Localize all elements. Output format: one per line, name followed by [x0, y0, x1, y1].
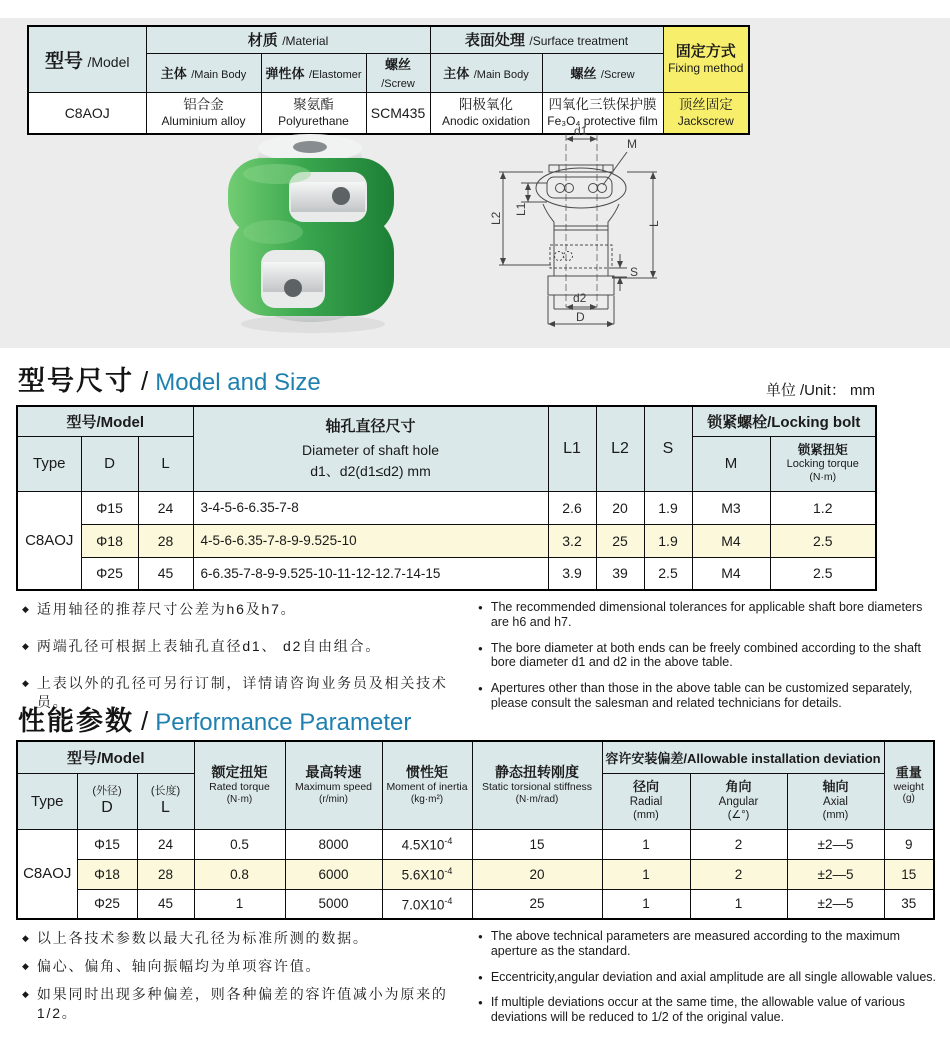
material-header-zh: 材质	[247, 32, 278, 50]
inertia-base: 4.5X10	[401, 837, 445, 853]
section1-title-en: Model and Size	[155, 369, 321, 396]
surface-main-zh: 主体	[443, 65, 470, 81]
radial-unit: (mm)	[633, 809, 659, 822]
perf-inertia-value	[382, 889, 472, 919]
perf-speed-value: 6000	[285, 859, 382, 889]
rated-torque-en: Rated torque	[209, 781, 270, 794]
surface-screw-en: /Screw	[600, 68, 635, 81]
torque-header-en: Locking torque	[786, 458, 859, 471]
section1-title-slash: /	[141, 366, 149, 396]
size-s-value: 1.9	[644, 524, 692, 557]
inertia-base: 7.0X10	[401, 897, 445, 912]
diamond-bullet-icon: ◆	[22, 604, 29, 614]
l-letter: L	[161, 798, 170, 816]
perf-angular-header	[690, 773, 787, 829]
max-speed-unit: (r/min)	[319, 794, 348, 806]
perf-torque-value: 1	[194, 889, 285, 919]
perf-type-header: Type	[17, 773, 77, 829]
perf-torque-value: 0.8	[194, 859, 285, 889]
elastomer-value-zh: 聚氨酯	[293, 97, 334, 113]
l-note: (长度)	[150, 784, 181, 797]
size-l-value: 28	[138, 524, 193, 557]
size-l2-value: 20	[596, 491, 644, 524]
dim-label-d2: d2	[573, 291, 587, 305]
unit-label: 单位 /Unit： mm	[765, 382, 875, 399]
dim-label-d1: d1	[574, 126, 588, 138]
size-holes-value: 3-4-5-6-6.35-7-8	[193, 491, 548, 524]
size-type-header: Type	[17, 436, 81, 491]
note-text: 偏心、偏角、轴向振幅均为单项容许值。	[36, 958, 322, 975]
note-item	[22, 600, 472, 618]
inertia-exponent: -4	[444, 865, 453, 876]
inertia-exponent: -4	[444, 835, 453, 846]
size-m-value: M4	[692, 524, 770, 557]
dot-bullet-icon: ●	[478, 643, 483, 653]
weight-unit: (g)	[902, 793, 915, 805]
axial-unit: (mm)	[822, 809, 849, 822]
shaft-header-en2: d1、d2(d1≤d2) mm	[310, 462, 431, 479]
perf-axial-header	[787, 773, 884, 829]
surface-screw-value-zh: 四氧化三铁保护膜	[548, 97, 657, 113]
size-notes-en	[478, 600, 936, 722]
radial-en: Radial	[629, 796, 663, 809]
dim-label-l: L	[647, 220, 661, 227]
perf-model-header: 型号/Model	[17, 741, 194, 773]
surface-main-en: /Main Body	[473, 68, 529, 81]
dot-bullet-icon: ●	[478, 603, 483, 612]
torque-header-zh: 锁紧扭矩	[797, 442, 848, 457]
size-m-value: M3	[692, 491, 770, 524]
elastomer-header-cell	[261, 53, 366, 92]
perf-rated-torque-header	[194, 741, 285, 829]
perf-stiffness-value: 15	[472, 829, 602, 859]
size-s-value: 1.9	[644, 491, 692, 524]
perf-l-header	[137, 773, 194, 829]
main-body-zh: 主体	[160, 65, 187, 81]
surface-screw-header-cell	[542, 53, 663, 92]
inertia-unit: (kg·m²)	[410, 794, 444, 806]
d-letter: D	[101, 798, 113, 816]
screw-value: SCM435	[366, 92, 430, 134]
surface-screw-zh: 螺丝	[570, 65, 597, 81]
section-title-model-size	[18, 359, 321, 398]
note-text: 以上各技术参数以最大孔径为标准所测的数据。	[36, 930, 369, 946]
material-header-cell	[146, 26, 430, 53]
surface-header-cell	[430, 26, 663, 53]
note-text: If multiple deviations occur at the same time, the allowable value of various deviations will be reduced to 1/2 of the original value.	[490, 995, 905, 1024]
perf-speed-value: 8000	[285, 829, 382, 859]
note-item	[22, 985, 472, 1021]
perf-radial-value: 1	[602, 889, 690, 919]
surface-main-value-en: Anodic oxidation	[441, 113, 531, 128]
size-d-value: Φ18	[81, 524, 138, 557]
note-text: Eccentricity,angular deviation and axial amplitude are all single allowable values.	[490, 969, 937, 984]
diamond-bullet-icon: ◆	[22, 678, 29, 689]
fixing-method-header-cell	[663, 26, 749, 92]
size-d-value: Φ25	[81, 557, 138, 590]
torque-header-unit: (N·m)	[809, 471, 837, 484]
angular-unit: (∠°)	[727, 809, 750, 822]
screw-header-cell	[366, 53, 430, 92]
perf-deviation-header: 容许安装偏差/Allowable installation deviation	[602, 741, 884, 773]
axial-en: Axial	[823, 796, 848, 809]
perf-axial-value: ±2—5	[787, 859, 884, 889]
note-text: 两端孔径可根据上表轴孔直径d1、 d2自由组合。	[36, 638, 382, 655]
perf-speed-value: 5000	[285, 889, 382, 919]
dimension-drawing	[455, 126, 720, 348]
screw-zh: 螺丝	[384, 56, 411, 72]
perf-d-value: Φ18	[77, 859, 137, 889]
perf-weight-value: 35	[884, 889, 934, 919]
size-shaft-header	[193, 406, 548, 491]
model-header-cell	[28, 26, 146, 92]
perf-angular-value: 1	[690, 889, 787, 919]
dot-bullet-icon: ●	[478, 932, 483, 941]
size-l2-value: 39	[596, 557, 644, 590]
note-item	[478, 681, 936, 711]
size-l2-value: 25	[596, 524, 644, 557]
max-speed-zh: 最高转速	[305, 764, 362, 781]
inertia-exponent: -4	[444, 895, 453, 906]
note-item	[22, 637, 472, 655]
max-speed-en: Maximum speed	[294, 781, 373, 794]
size-torque-header	[770, 436, 876, 491]
size-d-header: D	[81, 436, 138, 491]
perf-d-value: Φ15	[77, 829, 137, 859]
size-torque-value: 1.2	[770, 491, 876, 524]
elastomer-en: /Elastomer	[308, 68, 362, 81]
perf-angular-value: 2	[690, 859, 787, 889]
stiffness-en: Static torsional stiffness	[481, 781, 593, 794]
main-body-value-en: Aluminium alloy	[161, 113, 246, 128]
diamond-bullet-icon: ◆	[22, 933, 29, 943]
surface-main-header-cell	[430, 53, 542, 92]
perf-torque-value: 0.5	[194, 829, 285, 859]
note-item	[478, 970, 936, 985]
size-l-header: L	[138, 436, 193, 491]
size-m-header: M	[692, 436, 770, 491]
shaft-header-en1: Diameter of shaft hole	[302, 441, 439, 458]
size-l1-value: 2.6	[548, 491, 596, 524]
fixing-header-en: Fixing method	[668, 61, 744, 76]
model-header-zh: 型号	[45, 50, 84, 72]
size-l-value: 45	[138, 557, 193, 590]
elastomer-value-en: Polyurethane	[278, 113, 349, 128]
size-l2-header: L2	[596, 406, 644, 491]
inertia-en: Moment of inertia	[386, 781, 468, 794]
perf-l-value: 28	[137, 859, 194, 889]
note-item	[478, 929, 936, 959]
perf-inertia-header	[382, 741, 472, 829]
inertia-base: 5.6X10	[401, 867, 445, 883]
dim-label-m: M	[627, 137, 637, 151]
performance-parameter-table	[16, 740, 935, 920]
inertia-zh: 惯性矩	[406, 764, 448, 781]
perf-angular-value: 2	[690, 829, 787, 859]
note-text: 上表以外的孔径可另行订制，详情请咨询业务员及相关技术员。	[36, 675, 448, 710]
size-holes-value: 6-6.35-7-8-9-9.525-10-11-12-12.7-14-15	[193, 557, 548, 590]
model-header-en: /Model	[87, 53, 130, 70]
radial-zh: 径向	[632, 779, 659, 795]
perf-max-speed-header	[285, 741, 382, 829]
surface-header-zh: 表面处理	[464, 32, 525, 50]
section2-title-en: Performance Parameter	[155, 709, 412, 736]
perf-d-header	[77, 773, 137, 829]
perf-stiffness-value: 25	[472, 889, 602, 919]
surface-header-en: /Surface treatment	[529, 34, 629, 49]
surface-screw-value-en: Fe₃O₄ protective film	[547, 113, 658, 128]
fixing-value-zh: 顶丝固定	[678, 97, 733, 113]
weight-zh: 重量	[895, 764, 922, 780]
axial-zh: 轴向	[822, 779, 849, 795]
weight-en: weight	[893, 780, 924, 793]
main-body-header-cell	[146, 53, 261, 92]
model-value: C8AOJ	[28, 92, 146, 134]
note-item	[22, 957, 472, 975]
model-size-table	[16, 405, 877, 591]
surface-main-value-zh: 阳极氧化	[459, 97, 513, 113]
stiffness-zh: 静态扭转刚度	[495, 764, 579, 781]
size-torque-value: 2.5	[770, 524, 876, 557]
note-text: 如果同时出现多种偏差，则各种偏差的容许值减小为原来的1/2。	[36, 986, 448, 1021]
material-spec-table	[27, 25, 750, 135]
note-text: The bore diameter at both ends can be freely combined according to the shaft bore diameter d1 and d2 in the above table.	[490, 640, 921, 670]
size-torque-value: 2.5	[770, 557, 876, 590]
perf-stiffness-value: 20	[472, 859, 602, 889]
size-holes-value: 4-5-6-6.35-7-8-9-9.525-10	[193, 524, 548, 557]
angular-zh: 角向	[725, 779, 752, 795]
size-l1-value: 3.2	[548, 524, 596, 557]
perf-notes-en	[478, 929, 936, 1036]
product-photo-coupling	[185, 128, 455, 343]
perf-weight-value: 15	[884, 859, 934, 889]
perf-axial-value: ±2—5	[787, 829, 884, 859]
perf-type-value: C8AOJ	[17, 829, 77, 919]
dim-label-s: S	[630, 265, 639, 279]
perf-l-value: 45	[137, 889, 194, 919]
angular-en: Angular	[718, 796, 759, 809]
diamond-bullet-icon: ◆	[22, 989, 29, 1000]
size-s-value: 2.5	[644, 557, 692, 590]
note-item	[478, 995, 936, 1025]
note-text: The above technical parameters are measured according to the maximum aperture as the standard.	[490, 929, 901, 958]
perf-radial-value: 1	[602, 859, 690, 889]
perf-inertia-value	[382, 859, 472, 889]
perf-weight-header	[884, 741, 934, 829]
fixing-value-en: Jackscrew	[677, 113, 734, 128]
screw-en: /Screw	[381, 77, 415, 90]
size-type-value: C8AOJ	[17, 491, 81, 590]
perf-weight-value: 9	[884, 829, 934, 859]
shaft-header-zh: 轴孔直径尺寸	[325, 417, 416, 435]
size-d-value: Φ15	[81, 491, 138, 524]
section-title-performance	[18, 699, 411, 738]
note-text: The recommended dimensional tolerances for applicable shaft bore diameters are h6 and h7.	[490, 600, 923, 629]
dim-label-l2: L2	[489, 211, 503, 225]
elastomer-zh: 弹性体	[265, 65, 305, 81]
size-l-value: 24	[138, 491, 193, 524]
perf-axial-value: ±2—5	[787, 889, 884, 919]
dot-bullet-icon: ●	[478, 684, 483, 693]
section2-title-slash: /	[141, 706, 149, 736]
rated-torque-unit: (N·m)	[226, 794, 253, 806]
fixing-header-zh: 固定方式	[675, 42, 736, 60]
note-text: 适用轴径的推荐尺寸公差为h6及h7。	[36, 601, 297, 617]
perf-radial-header	[602, 773, 690, 829]
dot-bullet-icon: ●	[478, 998, 483, 1008]
diamond-bullet-icon: ◆	[22, 641, 29, 652]
section2-title-zh: 性能参数	[18, 706, 134, 736]
size-model-header: 型号/Model	[17, 406, 193, 436]
size-s-header: S	[644, 406, 692, 491]
material-header-en: /Material	[282, 34, 329, 49]
note-item	[478, 641, 936, 671]
coupling-photo-svg	[185, 128, 455, 343]
d-note: (外径)	[92, 784, 122, 797]
note-item	[478, 600, 936, 630]
perf-radial-value: 1	[602, 829, 690, 859]
note-item	[22, 929, 472, 947]
dim-label-d: D	[576, 310, 585, 324]
perf-notes-zh	[22, 929, 472, 1032]
rated-torque-zh: 额定扭矩	[211, 764, 268, 781]
perf-l-value: 24	[137, 829, 194, 859]
stiffness-unit: (N·m/rad)	[515, 794, 559, 806]
perf-inertia-value	[382, 829, 472, 859]
section1-title-zh: 型号尺寸	[18, 366, 134, 396]
dim-label-l1: L1	[514, 202, 528, 216]
dimension-drawing-svg	[455, 126, 720, 348]
perf-stiffness-header	[472, 741, 602, 829]
size-locking-bolt-header: 锁紧螺栓/Locking bolt	[692, 406, 876, 436]
size-m-value: M4	[692, 557, 770, 590]
diamond-bullet-icon: ◆	[22, 961, 29, 972]
size-l1-header: L1	[548, 406, 596, 491]
main-body-en: /Main Body	[191, 68, 247, 81]
size-l1-value: 3.9	[548, 557, 596, 590]
note-text: Apertures other than those in the above table can be customized separately, please consult the salesman and related technicians for details.	[490, 681, 913, 710]
main-body-value-zh: 铝合金	[183, 97, 224, 113]
dot-bullet-icon: ●	[478, 972, 483, 982]
perf-d-value: Φ25	[77, 889, 137, 919]
